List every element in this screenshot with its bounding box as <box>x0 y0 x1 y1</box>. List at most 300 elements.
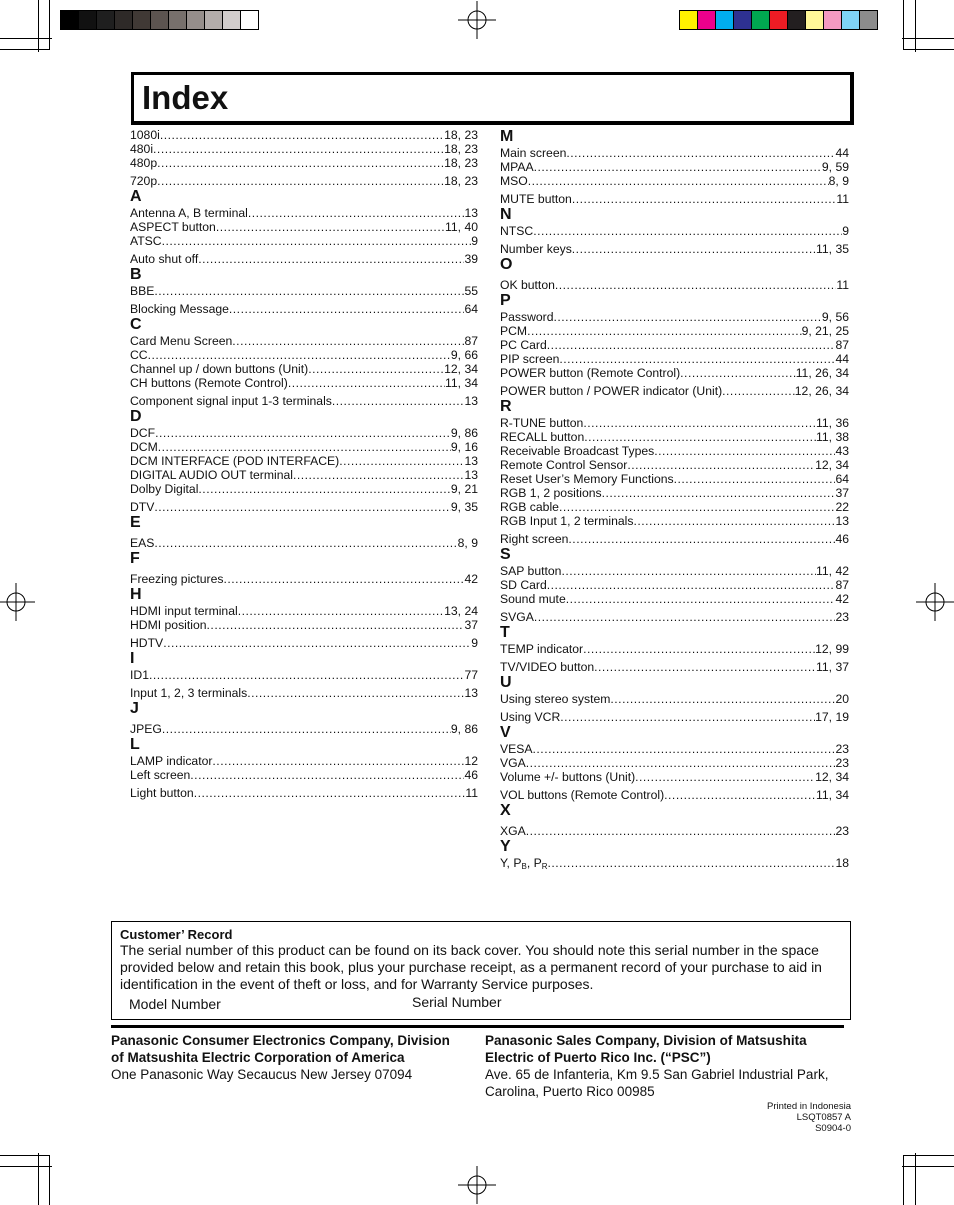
index-entry <box>500 770 849 784</box>
color-calibration-bar <box>680 10 878 30</box>
index-entry <box>130 482 478 496</box>
index-term: OK button <box>500 278 555 292</box>
index-page-numbers: 23 <box>835 756 849 770</box>
index-entry <box>500 458 849 472</box>
dot-leader <box>572 242 816 256</box>
crop-mark <box>915 0 916 52</box>
serial-number-label: Serial Number <box>412 994 502 1010</box>
index-page-numbers: 39 <box>464 252 478 266</box>
index-section-letter: B <box>130 266 142 283</box>
index-term: 1080i <box>130 128 160 142</box>
index-term: XGA <box>500 824 526 838</box>
index-term: Left screen <box>130 768 191 782</box>
color-swatch <box>733 10 752 30</box>
company-right <box>485 1032 828 1100</box>
index-term: PC Card <box>500 338 547 352</box>
index-term: NTSC <box>500 224 534 238</box>
index-entry <box>500 352 849 366</box>
index-page-numbers: 12, 34 <box>815 770 849 784</box>
index-entry <box>500 692 849 706</box>
index-page-numbers: 44 <box>835 352 849 366</box>
dot-leader <box>572 192 837 206</box>
color-swatch <box>787 10 806 30</box>
print-info <box>767 1101 851 1134</box>
dot-leader <box>527 324 801 338</box>
index-term: Reset User’s Memory Functions <box>500 472 674 486</box>
crop-mark <box>0 1166 52 1167</box>
index-page-numbers: 9, 21, 25 <box>801 324 849 338</box>
index-term: VESA <box>500 742 533 756</box>
dot-leader <box>547 338 836 352</box>
crop-mark <box>0 49 50 50</box>
dot-leader <box>339 454 464 468</box>
index-column-right <box>500 128 849 870</box>
index-term: POWER button (Remote Control) <box>500 366 681 380</box>
index-section-letter: H <box>130 586 142 603</box>
index-entry <box>500 224 849 238</box>
index-entry <box>130 394 478 408</box>
color-swatch <box>168 10 187 30</box>
index-term: RGB cable <box>500 500 559 514</box>
dot-leader <box>635 770 815 784</box>
index-term: Auto shut off <box>130 252 199 266</box>
dot-leader <box>248 206 465 220</box>
dot-leader <box>533 224 842 238</box>
index-page-numbers: 11, 34 <box>816 788 849 802</box>
index-term: TEMP indicator <box>500 642 584 656</box>
index-page-numbers: 12 <box>464 754 478 768</box>
index-section-letter: V <box>500 724 511 741</box>
printed-location: Printed in Indonesia <box>767 1101 851 1112</box>
index-term: Component signal input 1-3 terminals <box>130 394 332 408</box>
index-term: EAS <box>130 536 155 550</box>
color-swatch <box>60 10 79 30</box>
color-swatch <box>823 10 842 30</box>
dot-leader <box>566 146 835 160</box>
dot-leader <box>559 352 835 366</box>
index-page-numbers: 11, 38 <box>816 430 849 444</box>
index-entry <box>130 754 478 768</box>
dot-leader <box>594 660 816 674</box>
color-swatch <box>78 10 97 30</box>
index-term: Number keys <box>500 242 572 256</box>
dot-leader <box>547 578 836 592</box>
dot-leader <box>232 334 464 348</box>
dot-leader <box>148 348 451 362</box>
index-entry <box>500 366 849 380</box>
index-entry <box>130 426 478 440</box>
index-section-letter: P <box>500 292 511 309</box>
index-entry <box>130 252 478 266</box>
index-page-numbers: 9, 86 <box>450 426 478 440</box>
index-entry <box>130 468 478 482</box>
dot-leader <box>216 220 445 234</box>
company-left-name-line1: Panasonic Consumer Electronics Company, Division <box>111 1033 450 1048</box>
index-term: Password <box>500 310 554 324</box>
index-term: ASPECT button <box>130 220 216 234</box>
index-term: Freezing pictures <box>130 572 224 586</box>
grayscale-calibration-bar <box>61 10 259 30</box>
index-page-numbers: 77 <box>464 668 478 682</box>
crop-mark <box>904 49 954 50</box>
index-entry <box>500 486 849 500</box>
index-term-subscript: B <box>521 862 527 871</box>
index-entry <box>130 636 478 650</box>
index-entry <box>130 668 478 682</box>
dot-leader <box>154 500 451 514</box>
index-page-numbers: 9, 66 <box>450 348 478 362</box>
index-page-numbers: 12, 34 <box>815 458 849 472</box>
index-term: DIGITAL AUDIO OUT terminal <box>130 468 293 482</box>
index-section-letter: U <box>500 674 512 691</box>
dot-leader <box>584 430 816 444</box>
crop-mark <box>0 38 52 39</box>
dot-leader <box>722 384 795 398</box>
index-page-numbers: 64 <box>835 472 849 486</box>
index-section-letter: O <box>500 256 513 273</box>
index-term: PIP screen <box>500 352 560 366</box>
index-page-numbers: 11, 40 <box>445 220 478 234</box>
color-swatch <box>150 10 169 30</box>
dot-leader <box>680 366 796 380</box>
dot-leader <box>554 310 822 324</box>
index-page-numbers: 9, 21 <box>450 482 478 496</box>
index-page-numbers: 11 <box>465 786 478 800</box>
index-entry <box>130 572 478 586</box>
index-term: TV/VIDEO button <box>500 660 595 674</box>
index-page-numbers: 11 <box>836 192 849 206</box>
color-swatch <box>751 10 770 30</box>
registration-mark-icon <box>458 1 496 39</box>
index-page-numbers: 20 <box>835 692 849 706</box>
dot-leader <box>332 394 465 408</box>
crop-mark <box>38 0 39 52</box>
color-swatch <box>697 10 716 30</box>
index-section-letter: A <box>130 188 142 205</box>
customer-record-text: The serial number of this product can be found on its back cover. You should note this serial number in the space provided below and retain this book, plus your purchase receipt, as a permanent record of your purchase to aid in identification in the event of theft or loss, and for Warranty Service purposes. <box>120 942 822 992</box>
dot-leader <box>212 754 464 768</box>
index-page-numbers: 23 <box>835 824 849 838</box>
index-page-numbers: 12, 99 <box>815 642 849 656</box>
index-page-numbers: 37 <box>464 618 478 632</box>
index-term: Dolby Digital <box>130 482 199 496</box>
dot-leader <box>163 636 471 650</box>
index-entry <box>130 500 478 514</box>
index-term: Volume +/- buttons (Unit) <box>500 770 636 784</box>
index-entry <box>500 310 849 324</box>
index-page-numbers: 13 <box>835 514 849 528</box>
color-swatch <box>679 10 698 30</box>
index-page-numbers: 37 <box>835 486 849 500</box>
company-right-address-line1: Ave. 65 de Infanteria, Km 9.5 San Gabriel Industrial Park, <box>485 1067 829 1082</box>
index-term: RGB 1, 2 positions <box>500 486 602 500</box>
index-entry <box>130 786 478 800</box>
dot-leader <box>560 710 815 724</box>
index-entry <box>500 642 849 656</box>
dot-leader <box>153 142 444 156</box>
index-entry <box>500 174 849 188</box>
index-entry <box>130 142 478 156</box>
dot-leader <box>198 482 450 496</box>
dot-leader <box>162 722 451 736</box>
index-entry <box>500 564 849 578</box>
index-entry <box>130 454 478 468</box>
index-entry <box>130 128 478 142</box>
print-code: S0904-0 <box>815 1123 851 1134</box>
color-swatch <box>841 10 860 30</box>
index-term: Blocking Message <box>130 302 229 316</box>
index-entry <box>500 192 849 206</box>
dot-leader <box>238 604 444 618</box>
index-page-numbers: 11, 26, 34 <box>795 366 849 380</box>
index-entry <box>500 592 849 606</box>
title-banner <box>131 72 854 125</box>
index-entry <box>500 660 849 674</box>
index-page-numbers: 46 <box>464 768 478 782</box>
index-entry <box>130 686 478 700</box>
color-swatch <box>769 10 788 30</box>
index-entry <box>130 234 478 248</box>
index-entry <box>130 174 478 188</box>
index-section-letter: Y <box>500 838 511 855</box>
crop-mark <box>902 38 954 39</box>
index-section-letter: N <box>500 206 512 223</box>
index-page-numbers: 9 <box>471 234 478 248</box>
index-term: Channel up / down buttons (Unit) <box>130 362 309 376</box>
index-term-subscript: R <box>541 862 548 871</box>
color-swatch <box>96 10 115 30</box>
index-section-letter: R <box>500 398 512 415</box>
index-entry <box>500 578 849 592</box>
index-term: Sound mute <box>500 592 566 606</box>
index-term: VOL buttons (Remote Control) <box>500 788 665 802</box>
index-entry <box>130 284 478 298</box>
index-page-numbers: 87 <box>835 578 849 592</box>
color-swatch <box>204 10 223 30</box>
index-term: 480p <box>130 156 158 170</box>
index-page-numbers: 9, 16 <box>450 440 478 454</box>
index-page-numbers: 11, 35 <box>816 242 849 256</box>
index-page-numbers: 8, 9 <box>828 174 849 188</box>
dot-leader <box>223 572 464 586</box>
index-entry <box>500 242 849 256</box>
dot-leader <box>654 444 835 458</box>
index-page-numbers: 8, 9 <box>457 536 478 550</box>
company-right-name-line1: Panasonic Sales Company, Division of Matsushita <box>485 1033 807 1048</box>
index-term: DCM INTERFACE (POD INTERFACE) <box>130 454 340 468</box>
index-entry <box>500 756 849 770</box>
index-entry <box>130 768 478 782</box>
dot-leader <box>149 668 464 682</box>
dot-leader <box>561 564 816 578</box>
index-entry <box>500 856 849 870</box>
dot-leader <box>633 514 835 528</box>
dot-leader <box>528 174 829 188</box>
index-page-numbers: 23 <box>835 742 849 756</box>
index-page-numbers: 87 <box>464 334 478 348</box>
index-term: VGA <box>500 756 526 770</box>
index-page-numbers: 46 <box>835 532 849 546</box>
index-section-letter: J <box>130 700 139 717</box>
index-section-letter: S <box>500 546 511 563</box>
index-entry <box>500 444 849 458</box>
crop-mark <box>915 1153 916 1205</box>
index-term: BBE <box>130 284 155 298</box>
index-entry <box>130 156 478 170</box>
index-section-letter: T <box>500 624 510 641</box>
index-entry <box>500 742 849 756</box>
crop-mark <box>904 1155 954 1156</box>
index-page-numbers: 9 <box>471 636 478 650</box>
index-section-letter: C <box>130 316 142 333</box>
registration-mark-icon <box>916 583 954 621</box>
index-term: PCM <box>500 324 528 338</box>
index-term: LAMP indicator <box>130 754 213 768</box>
index-entry <box>500 610 849 624</box>
page-title: Index <box>142 79 229 116</box>
dot-leader <box>162 234 472 248</box>
index-page-numbers: 13 <box>464 454 478 468</box>
index-term-text: , P <box>526 856 542 870</box>
color-swatch <box>132 10 151 30</box>
index-entry <box>500 430 849 444</box>
index-term: MSO <box>500 174 528 188</box>
model-number-label: Model Number <box>129 996 221 1012</box>
footer-divider <box>111 1025 844 1028</box>
index-section-letter: D <box>130 408 142 425</box>
index-page-numbers: 23 <box>835 610 849 624</box>
index-entry <box>130 604 478 618</box>
customer-record-title: Customer’ Record <box>120 927 233 942</box>
index-entry <box>500 338 849 352</box>
index-term: Light button <box>130 786 194 800</box>
index-section-letter: M <box>500 128 514 145</box>
index-term: HDMI position <box>130 618 207 632</box>
dot-leader <box>664 788 816 802</box>
index-term: Input 1, 2, 3 terminals <box>130 686 248 700</box>
index-entry <box>130 220 478 234</box>
index-entry <box>500 824 849 838</box>
company-left <box>111 1032 450 1083</box>
index-entry <box>130 302 478 316</box>
dot-leader <box>207 618 465 632</box>
document-code: LSQT0857 A <box>796 1112 851 1123</box>
index-entry <box>500 514 849 528</box>
index-entry <box>500 788 849 802</box>
index-term: Main screen <box>500 146 567 160</box>
dot-leader <box>229 302 465 316</box>
dot-leader <box>534 610 836 624</box>
index-section-letter: X <box>500 802 511 819</box>
index-entry <box>130 618 478 632</box>
dot-leader <box>533 742 836 756</box>
index-term: Receivable Broadcast Types <box>500 444 655 458</box>
dot-leader <box>154 536 457 550</box>
dot-leader <box>157 156 444 170</box>
index-term: ATSC <box>130 234 162 248</box>
index-page-numbers: 11, 37 <box>816 660 849 674</box>
dot-leader <box>610 692 835 706</box>
index-page-numbers: 55 <box>464 284 478 298</box>
dot-leader <box>555 278 836 292</box>
dot-leader <box>526 824 836 838</box>
index-term: DTV <box>130 500 155 514</box>
index-term: SVGA <box>500 610 534 624</box>
dot-leader <box>198 252 464 266</box>
registration-mark-icon <box>0 583 35 621</box>
index-term: MPAA <box>500 160 534 174</box>
index-page-numbers: 9, 86 <box>450 722 478 736</box>
crop-mark <box>0 1155 50 1156</box>
company-left-address: One Panasonic Way Secaucus New Jersey 07094 <box>111 1067 413 1082</box>
index-entry <box>130 206 478 220</box>
index-term: RGB Input 1, 2 terminals <box>500 514 634 528</box>
crop-mark <box>49 1155 50 1205</box>
dot-leader <box>568 532 835 546</box>
index-term: Using VCR <box>500 710 561 724</box>
index-term: CH buttons (Remote Control) <box>130 376 288 390</box>
company-left-name-line2: of Matsushita Electric Corporation of America <box>111 1050 405 1065</box>
index-section-letter: F <box>130 550 140 567</box>
dot-leader <box>583 416 816 430</box>
color-swatch <box>715 10 734 30</box>
index-page-numbers: 43 <box>835 444 849 458</box>
index-entry <box>130 362 478 376</box>
index-entry <box>500 146 849 160</box>
index-page-numbers: 9, 56 <box>821 310 849 324</box>
dot-leader <box>548 856 836 870</box>
index-term: SAP button <box>500 564 562 578</box>
index-page-numbers: 11, 36 <box>816 416 849 430</box>
index-term: HDTV <box>130 636 164 650</box>
color-swatch <box>114 10 133 30</box>
index-page-numbers: 42 <box>835 592 849 606</box>
index-term: POWER button / POWER indicator (Unit) <box>500 384 723 398</box>
index-page-numbers: 13 <box>464 394 478 408</box>
index-page-numbers: 11, 42 <box>816 564 849 578</box>
index-term: SD Card <box>500 578 547 592</box>
index-page-numbers: 42 <box>464 572 478 586</box>
index-entry <box>500 278 849 292</box>
index-page-numbers: 44 <box>835 146 849 160</box>
index-term: ID1 <box>130 668 149 682</box>
company-right-address-line2: Carolina, Puerto Rico 00985 <box>485 1084 655 1099</box>
dot-leader <box>160 128 444 142</box>
index-section-letter: E <box>130 514 141 531</box>
dot-leader <box>627 458 815 472</box>
index-page-numbers: 9, 35 <box>450 500 478 514</box>
index-page-numbers: 13 <box>464 686 478 700</box>
index-page-numbers: 12, 34 <box>444 362 478 376</box>
dot-leader <box>288 376 445 390</box>
index-page-numbers: 64 <box>464 302 478 316</box>
index-page-numbers: 22 <box>835 500 849 514</box>
index-entry <box>500 472 849 486</box>
index-entry <box>500 500 849 514</box>
index-entry <box>130 376 478 390</box>
dot-leader <box>602 486 836 500</box>
crop-mark <box>38 1153 39 1205</box>
dot-leader <box>534 160 822 174</box>
index-term: DCM <box>130 440 158 454</box>
dot-leader <box>559 500 836 514</box>
index-term: RECALL button <box>500 430 585 444</box>
dot-leader <box>526 756 836 770</box>
index-entry <box>500 160 849 174</box>
index-page-numbers: 87 <box>835 338 849 352</box>
crop-mark <box>49 0 50 50</box>
color-swatch <box>859 10 878 30</box>
